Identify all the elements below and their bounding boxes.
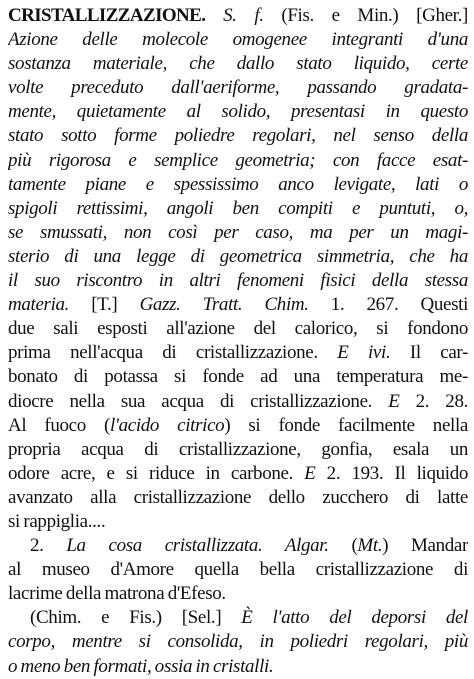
italic-text: E ivi.	[317, 342, 391, 364]
text-segment: [T.]	[69, 294, 140, 316]
entry-line-24	[8, 558, 468, 582]
text-segment: ) si fonde facilmente nella	[224, 414, 468, 436]
italic-text: il suo riscontro in altri fenomeni fisici della stessa	[8, 270, 468, 292]
text-segment: si rappiglia....	[8, 510, 106, 532]
italic-text: stato sotto forme poliedre regolari, nel senso della	[8, 125, 468, 147]
entry-line-8	[8, 173, 468, 197]
italic-text: E	[293, 462, 316, 484]
entry-line-28	[8, 655, 468, 679]
italic-text: S. f.	[205, 5, 282, 26]
entry-line-17	[8, 390, 468, 414]
entry-line-22	[8, 510, 468, 534]
entry-line-5	[8, 100, 468, 124]
entry-line-19	[8, 438, 468, 462]
italic-text: o meno ben formati, ossia in cristalli.	[8, 655, 274, 677]
italic-text: spigoli rettissimi, angoli ben compiti e puntuti, o,	[8, 197, 468, 219]
text-segment: avanzato alla cristallizzazione dello zucchero di latte	[8, 486, 468, 508]
text-segment: odore acre, e si riduce in carbone.	[8, 462, 293, 484]
text-segment: (Fis. e Min.) [Gher.]	[281, 5, 468, 26]
text-segment: prima nell'acqua di cristallizzazione.	[8, 342, 318, 364]
text-segment: Al fuoco (	[8, 414, 110, 436]
italic-text: Gazz. Tratt. Chim.	[139, 294, 309, 316]
text-segment: lacrime della matrona d'Efeso.	[8, 583, 226, 605]
entry-line-23	[8, 534, 468, 558]
italic-text: volte preceduto dall'aeriforme, passando gradata-	[8, 77, 468, 99]
italic-text: Azione delle molecole omogenee integranti d'una	[8, 29, 468, 51]
entry-line-4	[8, 76, 468, 100]
text-segment: al museo d'Amore quella bella cristallizzazione di	[8, 559, 468, 581]
entry-line-2	[8, 28, 468, 52]
text-segment: 1. 267. Questi	[308, 294, 468, 316]
italic-text: più rigorosa e semplice geometria; con facce esat-	[8, 149, 468, 171]
headword: CRISTALLIZZAZIONE.	[8, 5, 206, 26]
entry-line-26	[8, 606, 468, 630]
italic-text: tamente piane e spessissimo anco levigate, lati o	[8, 173, 468, 195]
italic-text: È l'atto del deporsi del	[221, 607, 468, 629]
entry-line-7	[8, 149, 468, 173]
text-segment: diocre nella sua acqua di cristallizzazione.	[8, 390, 373, 412]
text-segment: 2. 28.	[399, 390, 468, 412]
text-segment: ) Mandar	[382, 535, 468, 557]
text-segment: due sali esposti all'azione del calorico, si fondono	[8, 318, 468, 340]
entry-line-27	[8, 630, 468, 654]
entry-line-3	[8, 52, 468, 76]
entry-line-14	[8, 317, 468, 341]
entry-line-20	[8, 462, 468, 486]
italic-text: mente, quietamente al solido, presentasi in questo	[8, 101, 468, 123]
entry-line-6	[8, 124, 468, 148]
entry-line-13	[8, 293, 468, 317]
entry-line-1	[8, 4, 468, 28]
italic-text: sterio di una legge di geometrica simmetria, che ha	[8, 245, 468, 267]
entry-line-21	[8, 486, 468, 510]
text-segment: propria acqua di cristallizzazione, gonfia, esala un	[8, 438, 468, 460]
italic-text: E	[372, 390, 400, 412]
entry-line-15	[8, 341, 468, 365]
text-segment: bonato di potassa si fonde ad una temperatura me-	[8, 366, 468, 388]
text-segment: (	[328, 535, 358, 557]
entry-line-10	[8, 221, 468, 245]
text-segment: 2. 193. Il liquido	[315, 462, 468, 484]
entry-line-9	[8, 197, 468, 221]
italic-text: La cosa cristallizzata. Algar.	[43, 535, 329, 557]
italic-text: l'acido citrico	[109, 414, 225, 436]
italic-text: se smussati, non così per caso, ma per un magi-	[8, 221, 468, 243]
italic-text: corpo, mentre si consolida, in poliedri regolari, più	[8, 631, 468, 653]
entry-line-12	[8, 269, 468, 293]
text-segment: Il car-	[390, 342, 468, 364]
italic-text: sostanza materiale, che dallo stato liquido, certe	[8, 53, 468, 75]
text-segment: 2.	[30, 535, 44, 557]
entry-line-11	[8, 245, 468, 269]
text-segment: (Chim. e Fis.) [Sel.]	[30, 607, 222, 629]
entry-line-16	[8, 365, 468, 389]
italic-text: materia.	[8, 294, 70, 316]
entry-line-25	[8, 582, 468, 606]
italic-text: Mt.	[357, 535, 383, 557]
dictionary-entry-cristallizzazione	[8, 4, 468, 679]
entry-line-18	[8, 414, 468, 438]
